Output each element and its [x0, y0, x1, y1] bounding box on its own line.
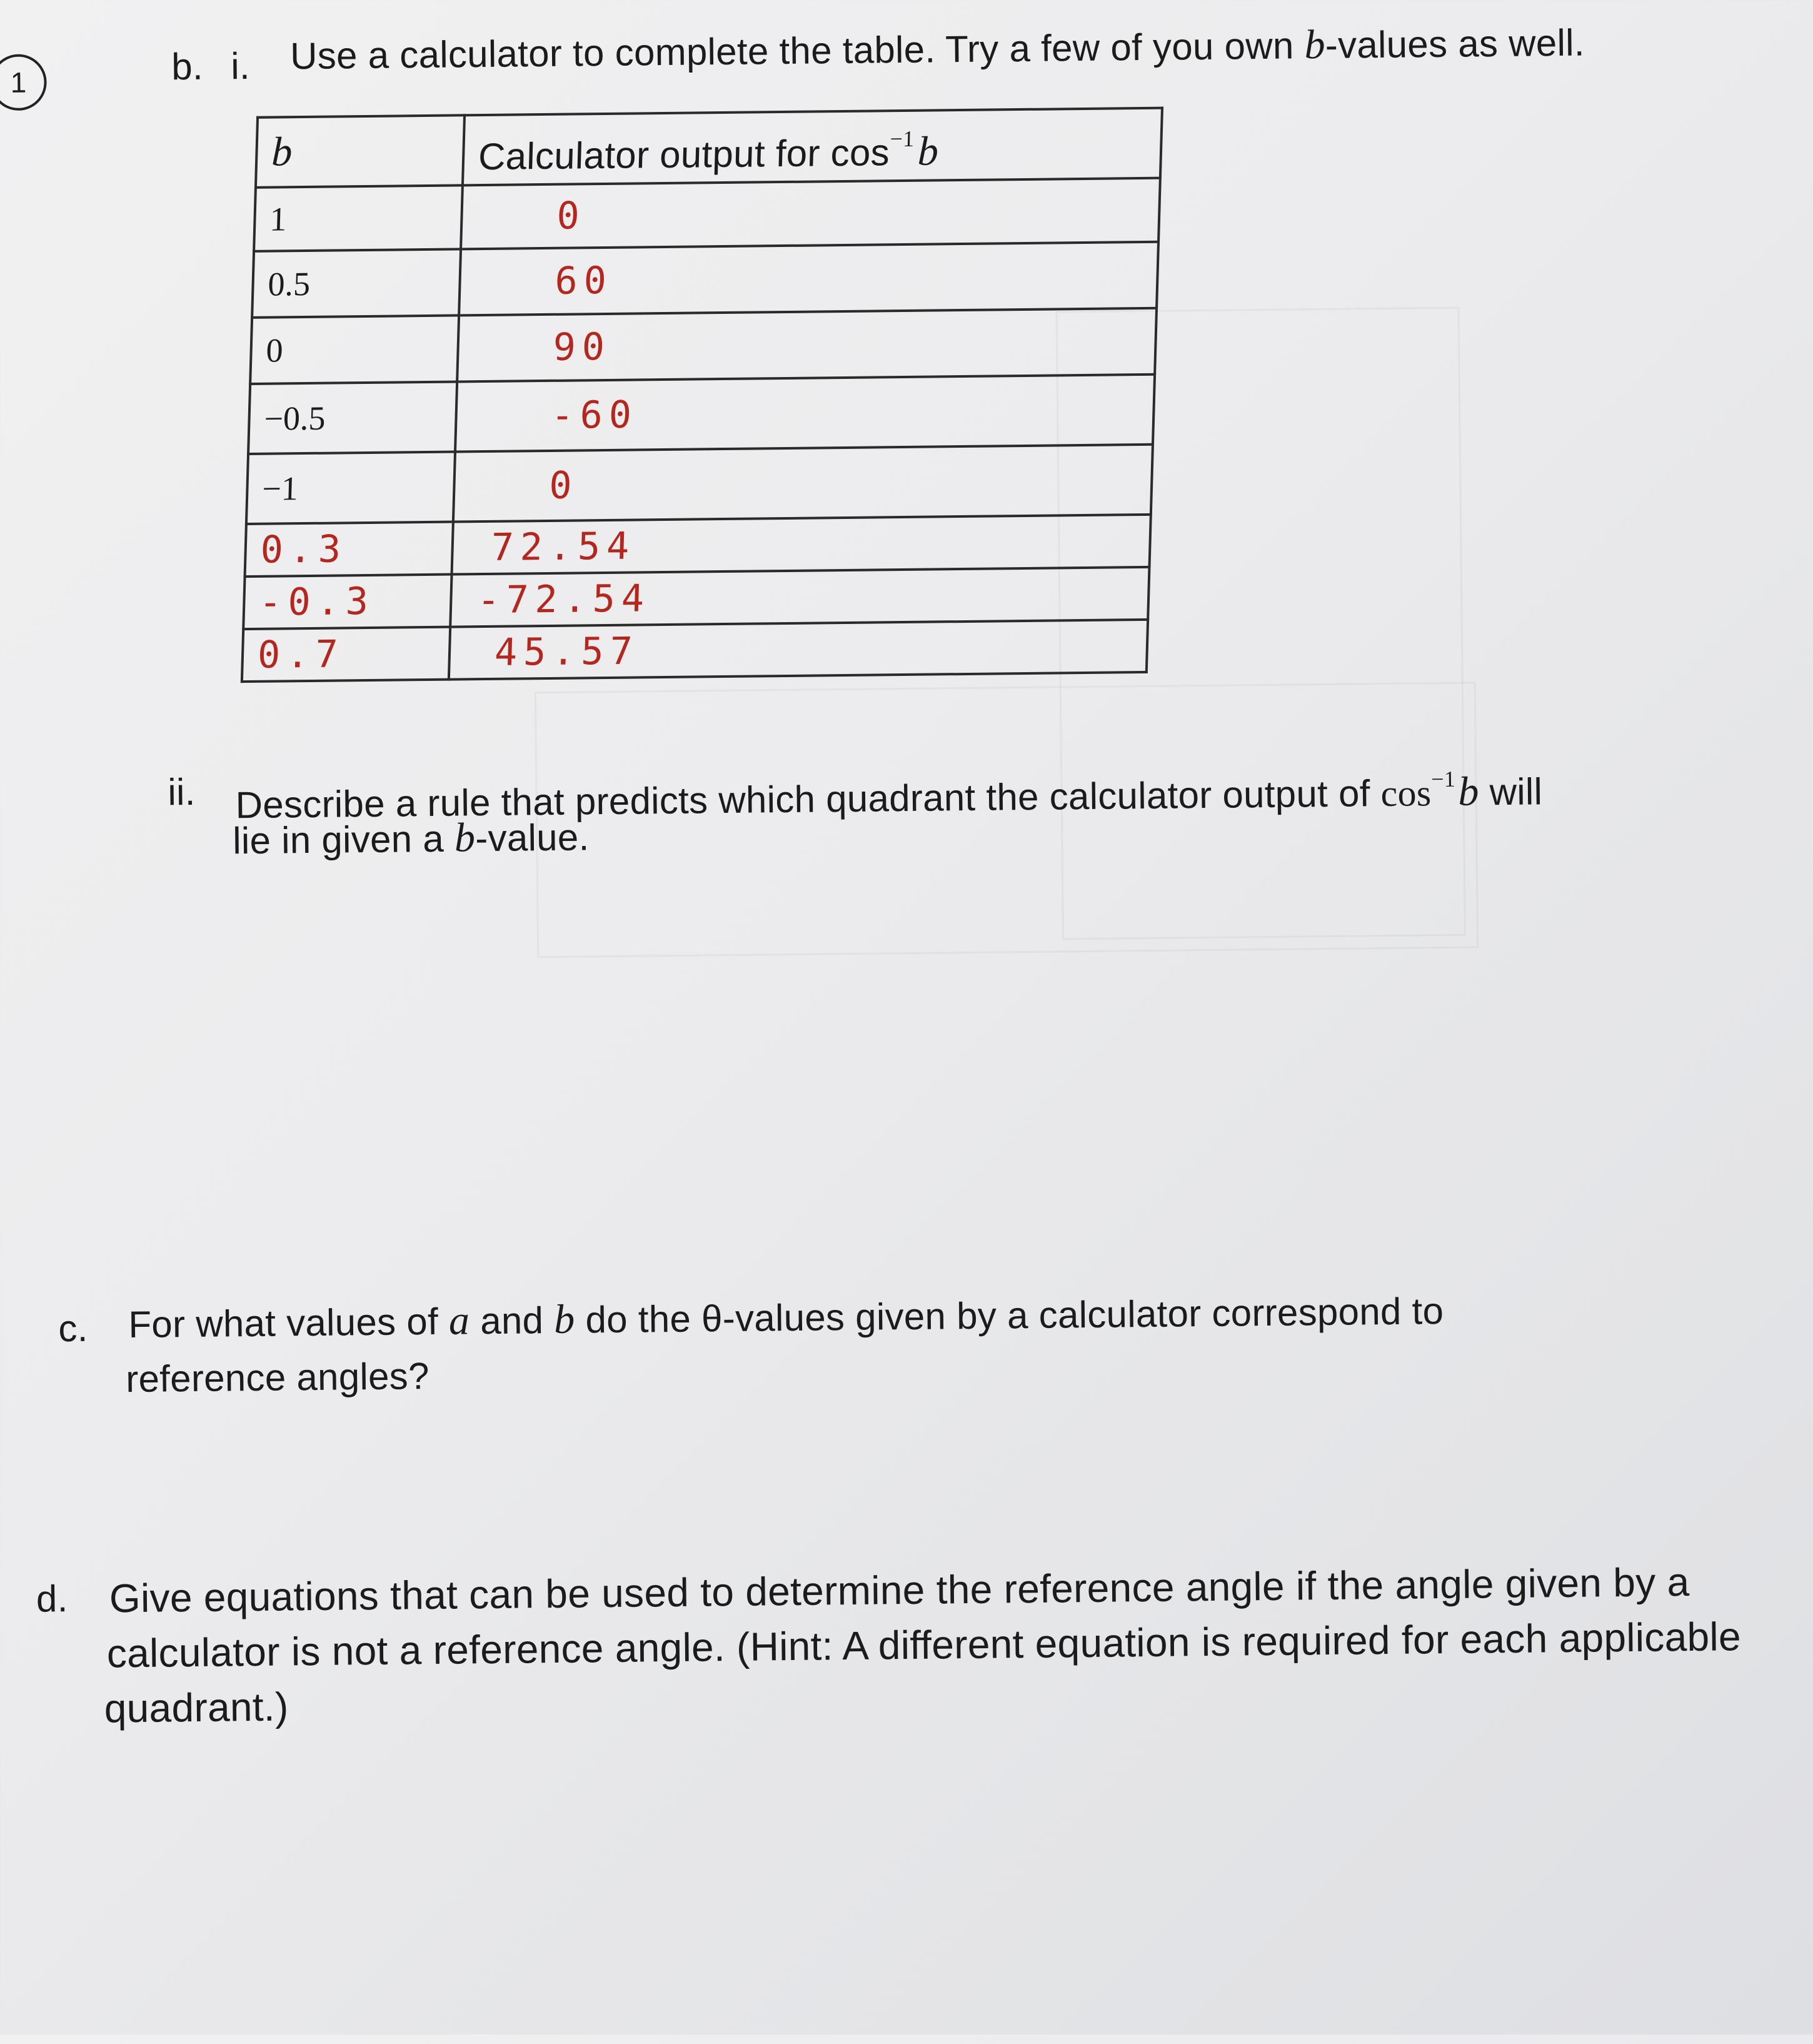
cell-output — [459, 242, 1158, 316]
part-c-line-2: reference angles? — [125, 1355, 430, 1401]
handwritten-output: 0 — [548, 463, 579, 508]
table-row — [242, 620, 1148, 682]
part-b-ii-sup: −1 — [1431, 766, 1456, 792]
header-output-var: b — [917, 128, 940, 174]
cell-b — [254, 185, 463, 251]
header-output-sup: −1 — [890, 126, 915, 152]
cell-b-value: 1 — [269, 200, 288, 238]
part-d-line-1: Give equations that can be used to determine the reference angle if the angle given by a — [109, 1559, 1690, 1621]
part-b-ii-line-2 — [233, 810, 590, 868]
part-b-ii-text-1: Describe a rule that predicts which quadrant the calculator output of — [235, 772, 1381, 827]
part-b-i-text-start: Use a calculator to complete the table. Try a few of you own — [289, 24, 1305, 78]
cell-output — [455, 375, 1155, 452]
answer-space-c[interactable] — [4, 1397, 1813, 1560]
cell-b — [245, 522, 453, 576]
part-c-text-1: For what values of — [128, 1300, 449, 1346]
handwritten-output: 90 — [552, 325, 611, 370]
part-c-line-1 — [128, 1284, 1444, 1352]
cell-b — [252, 249, 461, 318]
part-c-text-2: and — [469, 1299, 555, 1342]
table-row — [248, 375, 1155, 454]
header-b — [256, 115, 465, 188]
cell-b-value: 0.5 — [267, 264, 311, 303]
part-d-label: d. — [36, 1578, 68, 1620]
cell-output — [453, 445, 1153, 522]
part-b-ii-var2: b — [454, 815, 476, 861]
cell-output — [457, 308, 1157, 382]
part-b-ii-var: b — [1457, 768, 1480, 815]
header-b-var: b — [271, 129, 293, 175]
part-b-i-instruction — [290, 16, 1585, 84]
table-row — [243, 567, 1149, 629]
part-b-ii-text-4: -value. — [475, 816, 590, 860]
part-c-text-3: do the — [575, 1297, 702, 1341]
cell-b — [243, 575, 451, 629]
part-b-i-var: b — [1304, 21, 1326, 68]
part-c-label: c. — [58, 1307, 89, 1350]
handwritten-output: 0 — [556, 194, 586, 238]
handwritten-output: -72.54 — [476, 576, 651, 623]
part-c-theta: θ — [701, 1297, 723, 1340]
part-c-var-a: a — [448, 1297, 470, 1344]
cell-b — [246, 452, 455, 525]
part-b-ii-label: ii. — [168, 770, 196, 813]
answer-space-b-ii[interactable] — [0, 866, 1813, 1272]
handwritten-b: 0.7 — [257, 632, 345, 677]
header-output-text: Calculator output for cos — [478, 131, 890, 178]
cell-output — [450, 567, 1149, 627]
handwritten-b: -0.3 — [258, 579, 375, 625]
table-header-row — [256, 108, 1162, 188]
part-b-i-label: i. — [230, 44, 251, 88]
table-row — [250, 308, 1157, 384]
question-number: 1 — [0, 54, 47, 111]
part-b-ii-cos: cos — [1380, 772, 1432, 815]
cell-b-value: −1 — [261, 470, 299, 508]
part-b-ii-text-3: lie in given a — [232, 817, 455, 862]
cell-output — [461, 178, 1160, 249]
part-d-line-3: quadrant.) — [104, 1684, 289, 1731]
handwritten-output: -60 — [550, 393, 638, 438]
cell-b-value: 0 — [265, 331, 284, 370]
table-row — [254, 178, 1160, 251]
cell-output — [449, 620, 1148, 680]
part-c-text-4: -values given by a calculator correspond to — [722, 1290, 1444, 1340]
calculator-table — [241, 107, 1163, 683]
handwritten-output: 72.54 — [490, 524, 636, 570]
part-b-label: b. — [171, 45, 204, 88]
cell-b-value: −0.5 — [263, 399, 326, 438]
handwritten-output: 60 — [554, 258, 613, 303]
cell-b — [248, 381, 457, 454]
part-b-ii-text-2: will — [1479, 770, 1543, 813]
answer-space-d[interactable] — [8, 1729, 1813, 2010]
handwritten-b: 0.3 — [259, 527, 348, 572]
cell-output — [452, 515, 1151, 575]
table-row — [246, 445, 1153, 524]
cell-b — [250, 315, 459, 384]
part-b-i-text-end: -values as well. — [1325, 21, 1585, 66]
part-d-line-2: calculator is not a reference angle. (Hint: A different equation is required for each applicable — [106, 1614, 1742, 1676]
table-row — [252, 242, 1158, 318]
part-c-var-b: b — [553, 1296, 575, 1342]
cell-b — [242, 627, 450, 682]
table-row — [245, 515, 1151, 576]
handwritten-output: 45.57 — [494, 629, 640, 675]
header-output — [463, 108, 1162, 186]
